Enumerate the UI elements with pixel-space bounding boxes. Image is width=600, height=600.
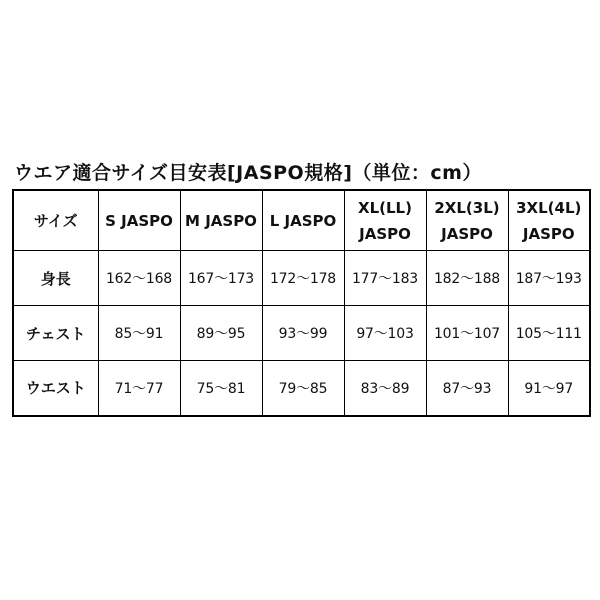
table-cell: 85～91 [98, 306, 180, 361]
table-cell: 172～178 [262, 251, 344, 306]
header-size-3xl-line1: 3XL(4L) [516, 198, 582, 217]
header-size-3xl [508, 190, 590, 251]
table-cell: 71～77 [98, 361, 180, 416]
header-size-s [98, 190, 180, 251]
table-cell: 97～103 [344, 306, 426, 361]
header-size-xl-line1: XL(LL) [358, 198, 412, 217]
table-row-waist [13, 361, 590, 416]
table-cell: 83～89 [344, 361, 426, 416]
header-size-m-line1: M JASPO [185, 211, 257, 230]
table-cell: 177～183 [344, 251, 426, 306]
table-cell: 75～81 [180, 361, 262, 416]
chart-title: ウエア適合サイズ目安表[JASPO規格]（単位：cm） [14, 162, 482, 184]
header-size-2xl [426, 190, 508, 251]
header-size-xl-line2: JASPO [359, 224, 411, 243]
table-cell: 93～99 [262, 306, 344, 361]
row-label-chest: チェスト [13, 306, 98, 361]
table-cell: 162～168 [98, 251, 180, 306]
size-chart-table [12, 189, 591, 417]
header-size-s-line1: S JASPO [105, 211, 173, 230]
table-cell: 79～85 [262, 361, 344, 416]
header-size-m [180, 190, 262, 251]
table-cell: 91～97 [508, 361, 590, 416]
table-cell: 101～107 [426, 306, 508, 361]
table-cell: 182～188 [426, 251, 508, 306]
row-label-waist: ウエスト [13, 361, 98, 416]
table-cell: 105～111 [508, 306, 590, 361]
table-cell: 187～193 [508, 251, 590, 306]
header-row [13, 190, 590, 251]
header-size-xl [344, 190, 426, 251]
table-row-chest [13, 306, 590, 361]
header-size-2xl-line1: 2XL(3L) [434, 198, 500, 217]
header-size-2xl-line2: JASPO [441, 224, 493, 243]
row-label-height: 身長 [13, 251, 98, 306]
header-size-l [262, 190, 344, 251]
table-cell: 87～93 [426, 361, 508, 416]
header-size-3xl-line2: JASPO [522, 224, 575, 243]
table-row-height [13, 251, 590, 306]
table-cell: 167～173 [180, 251, 262, 306]
header-label-cell: サイズ [13, 190, 98, 251]
header-size-l-line1: L JASPO [269, 211, 337, 230]
table-cell: 89～95 [180, 306, 262, 361]
